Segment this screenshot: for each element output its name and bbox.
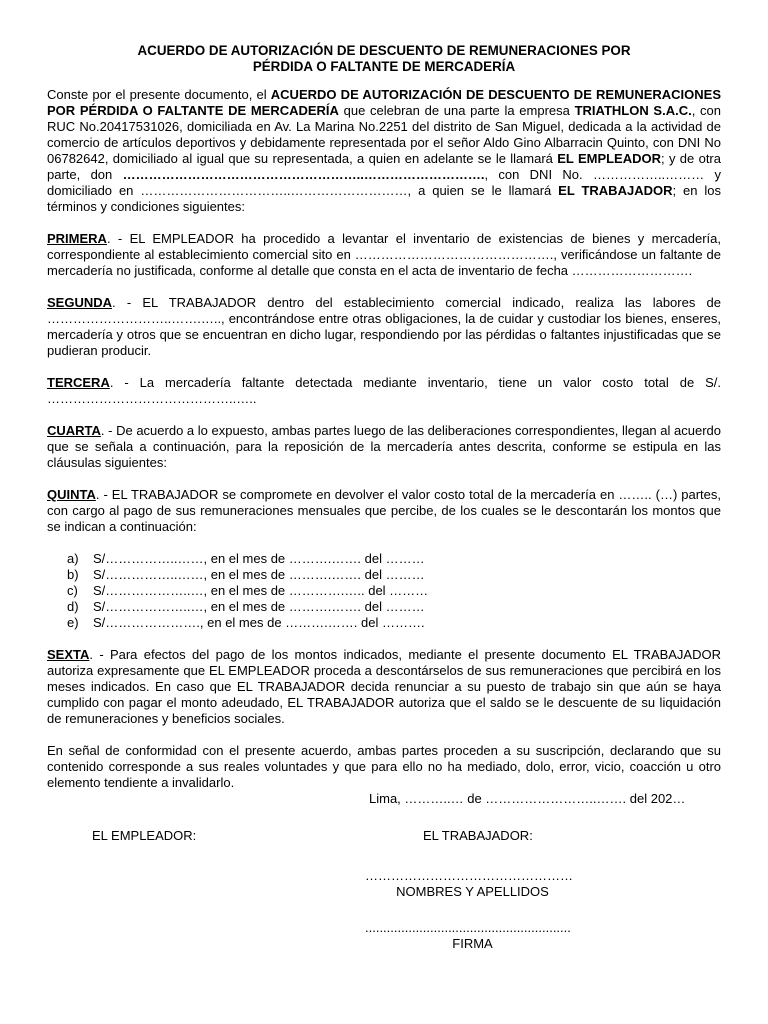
clause-tercera-text: . - La mercadería faltante detectada mediante inventario, tiene un valor costo total de S/. ……………………………………..….. — [47, 375, 721, 406]
installment-text: S/……………..……, en el mes de ……….……. del ……… — [93, 551, 425, 566]
document-page — [47, 43, 721, 978]
document-title — [47, 43, 721, 75]
intro-text-6: ; en los términos y condiciones siguientes: — [47, 183, 721, 214]
signature-block — [47, 868, 721, 978]
intro-text-3: , con RUC No.20417531026, domiciliada en Av. La Marina No.2251 del distrito de San Miguel, dedicada a la actividad de comercio de artículos deportivos y debidamente representada por el señor Aldo Gino Albarracin Quinto, con DNI No 06782642, domiciliado al igual que su representada, a quien en adelante se le llamará — [47, 103, 721, 166]
installment-text: S/………………..…, en el mes de ……….……. del ……… — [93, 599, 425, 614]
clause-primera — [47, 231, 721, 279]
installment-letter: e) — [67, 615, 79, 630]
closing-paragraph: En señal de conformidad con el presente acuerdo, ambas partes proceden a su suscripción, declarando que su contenido corresponde a sus reales voluntades y que para ello no ha mediado, dolo, error, vicio, coacción u otro elemento tendiente a invalidarlo. — [47, 743, 721, 790]
clause-segunda-heading: SEGUNDA — [47, 295, 113, 310]
clause-cuarta — [47, 423, 721, 471]
installment-item — [67, 551, 721, 567]
employer-signature-label: EL EMPLEADOR: — [92, 828, 197, 843]
intro-paragraph — [47, 87, 721, 215]
clause-quinta-heading: QUINTA — [47, 487, 96, 502]
clause-primera-heading: PRIMERA — [47, 231, 107, 246]
intro-worker-name-blank: ………………………………………………..………………………. — [122, 167, 485, 182]
signers-row — [47, 828, 721, 868]
intro-text-4: ; y de otra parte, don — [47, 151, 721, 182]
installment-item — [67, 599, 721, 615]
firma-signature-field — [365, 920, 580, 952]
installment-item — [67, 567, 721, 583]
clause-cuarta-text: . - De acuerdo a lo expuesto, ambas partes luego de las deliberaciones correspondientes, llegan al acuerdo que se señala a continuación, para la reposición de la mercadería antes descrita, conforme se estipula en las cláusulas siguientes: — [47, 423, 721, 470]
firma-dots-line: ......................................................... — [365, 920, 571, 935]
installment-text: S/………………..…, en el mes de ………….….. del ……… — [93, 583, 429, 598]
clause-sexta — [47, 647, 721, 727]
clause-quinta-text: . - EL TRABAJADOR se compromete en devolver el valor costo total de la mercadería en …….. (…) partes, con cargo al pago de sus remuneraciones mensuales que percibe, de los cuales se le descontarán los montos que se indican a continuación: — [47, 487, 721, 534]
clause-tercera — [47, 375, 721, 407]
clause-segunda — [47, 295, 721, 359]
intro-worker-label: EL TRABAJADOR — [558, 183, 673, 198]
intro-company-name: TRIATHLON S.A.C. — [574, 103, 692, 118]
clause-segunda-text: . - EL TRABAJADOR dentro del establecimiento comercial indicado, realiza las labores de ………………………..…….….., encontrándose entre otras obligaciones, la de cuidar y custodiar los bienes, enseres, mercadería y otros que se encuentran en dicho lugar, respondiendo por las pérdidas o faltantes injustificadas que se pudieran producir. — [47, 295, 721, 358]
clause-quinta — [47, 487, 721, 535]
installment-text: S/……………..……, en el mes de ……….……. del ……… — [93, 567, 425, 582]
intro-employer-label: EL EMPLEADOR — [557, 151, 662, 166]
clause-tercera-heading: TERCERA — [47, 375, 110, 390]
clause-cuarta-heading: CUARTA — [47, 423, 101, 438]
installment-item — [67, 583, 721, 599]
intro-text-2: que celebran de una parte la empresa — [338, 103, 575, 118]
clause-sexta-text: . - Para efectos del pago de los montos indicados, mediante el presente documento EL TRABAJADOR autoriza expresamente que EL EMPLEADOR proceda a descontárselos de sus remuneraciones que percibirá en los meses indicados. En caso que EL TRABAJADOR decida renunciar a su puesto de trabajo sin que aún se haya cumplido con pagar el monto adeudado, EL TRABAJADOR autoriza que el saldo se le descuente de su liquidación de remuneraciones y beneficios sociales. — [47, 647, 721, 726]
intro-text-1: Conste por el presente documento, el — [47, 87, 271, 102]
installments-list — [47, 551, 721, 631]
intro-agreement-name: ACUERDO DE AUTORIZACIÓN DE DESCUENTO DE REMUNERACIONES POR PÉRDIDA O FALTANTE DE MERCADERÍA — [47, 87, 721, 118]
installment-text: S/…………………., en el mes de ……….……. del ………. — [93, 615, 425, 630]
title-line-2: PÉRDIDA O FALTANTE DE MERCADERÍA — [252, 59, 516, 74]
name-signature-field — [365, 868, 580, 900]
installment-letter: d) — [67, 599, 79, 614]
name-dots-line: ………………………………………… — [365, 868, 573, 883]
installment-item — [67, 615, 721, 631]
clause-primera-text: . - EL EMPLEADOR ha procedido a levantar el inventario de existencias de bienes y mercadería, correspondiente al establecimiento comercial sito en ………………………………………., verificándose un faltante de mercadería no justificada, conforme al detalle que consta en el acta de inventario de fecha ………………………. — [47, 231, 721, 278]
installment-letter: a) — [67, 551, 79, 566]
installment-letter: b) — [67, 567, 79, 582]
clause-sexta-heading: SEXTA — [47, 647, 90, 662]
name-label: NOMBRES Y APELLIDOS — [396, 884, 549, 899]
date-line: Lima, ………..… de ……………………..……. del 202… — [369, 791, 686, 806]
firma-label: FIRMA — [452, 936, 493, 951]
intro-text-5: , con DNI No. ……………..……… y domiciliado en ……………………………..………………………, a quien se le llamará — [47, 167, 721, 198]
title-line-1: ACUERDO DE AUTORIZACIÓN DE DESCUENTO DE REMUNERACIONES POR — [137, 43, 631, 58]
worker-signature-label: EL TRABAJADOR: — [423, 828, 533, 843]
installment-letter: c) — [67, 583, 78, 598]
